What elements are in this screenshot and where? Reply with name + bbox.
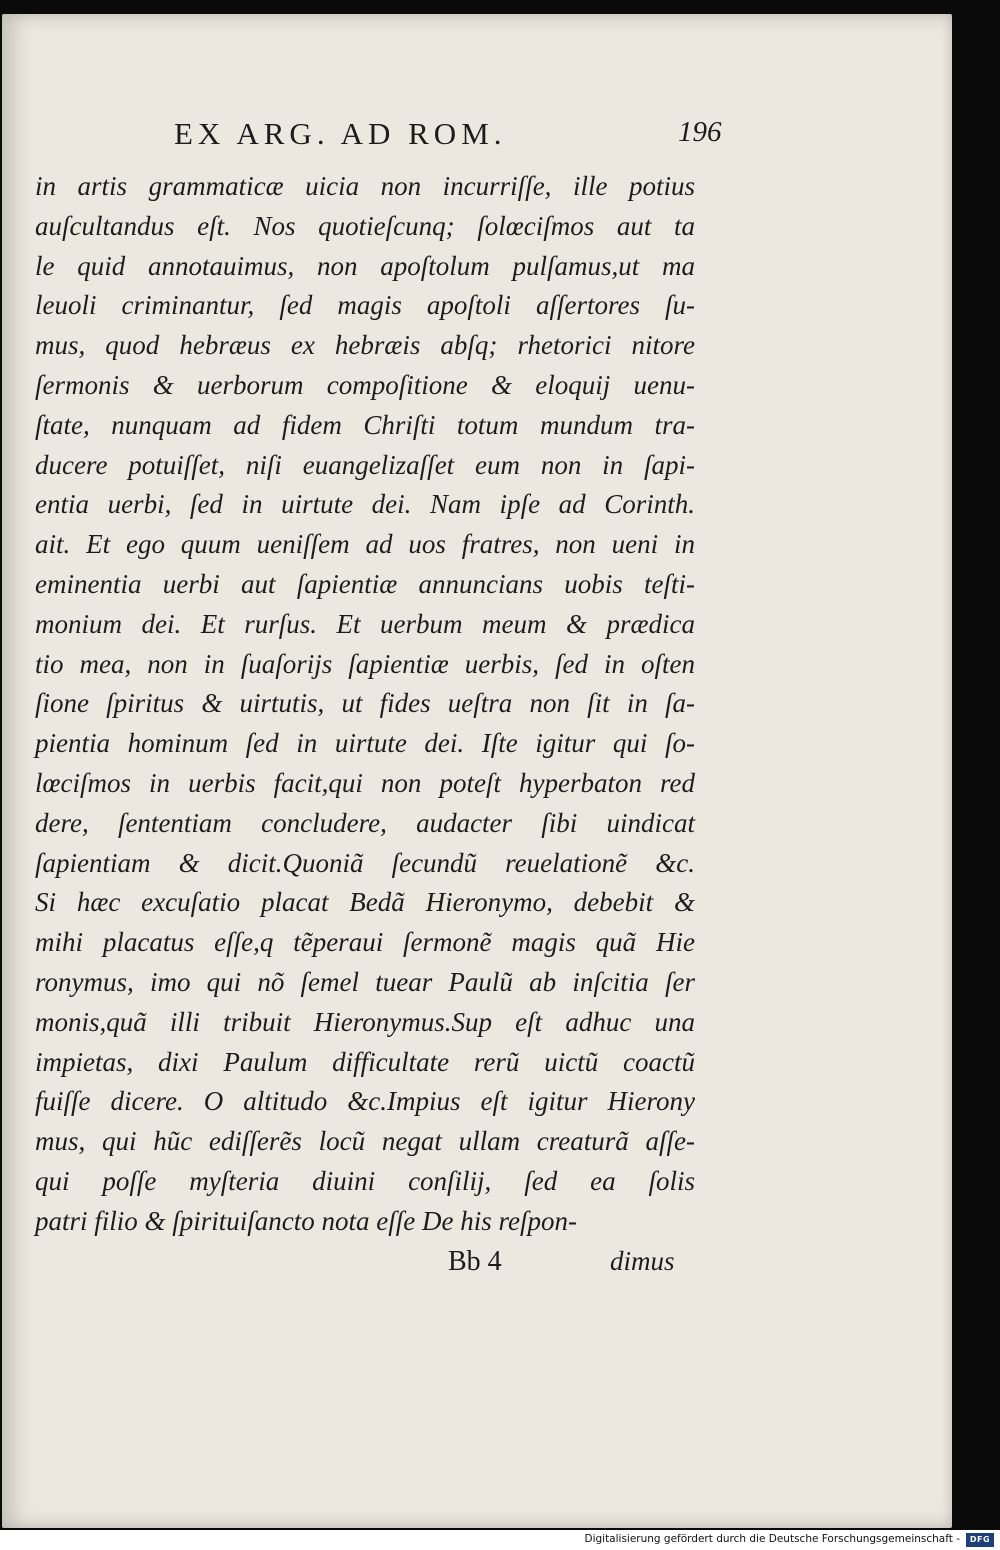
text-line: auſcultandus eſt. Nos quotieſcunq; ſolœciſmos aut ta bbox=[35, 210, 695, 241]
text-line: ronymus, imo qui nõ ſemel tuear Paulũ ab inſcitia ſer bbox=[35, 966, 695, 997]
text-line: mus, quod hebræus ex hebræis abſq; rhetorici nitore bbox=[35, 330, 695, 361]
text-line: fuiſſe dicere. O altitudo &c.Impius eſt igitur Hierony bbox=[35, 1086, 695, 1117]
text-line: pientia hominum ſed in uirtute dei. Iſte igitur qui ſo- bbox=[35, 728, 695, 759]
catchword: dimus bbox=[610, 1246, 675, 1276]
text-line: eminentia uerbi aut ſapientiæ annuncians uobis teſti- bbox=[35, 568, 695, 599]
body-text bbox=[35, 167, 695, 1242]
text-line: lœciſmos in uerbis facit,qui non poteſt hyperbaton red bbox=[35, 767, 695, 798]
text-line: entia uerbi, ſed in uirtute dei. Nam ipſe ad Corinth. bbox=[35, 489, 695, 520]
text-line: patri filio & ſpirituiſancto nota eſſe De his reſpon- bbox=[35, 1205, 577, 1236]
signature-mark: Bb 4 bbox=[448, 1246, 502, 1277]
text-line: ait. Et ego quum ueniſſem ad uos fratres, non ueni in bbox=[35, 529, 695, 560]
book-page bbox=[2, 14, 952, 1528]
text-line: ſermonis & uerborum compoſitione & eloquij uenu- bbox=[35, 369, 695, 400]
text-line: leuoli criminantur, ſed magis apoſtoli aſſertores ſu- bbox=[35, 290, 695, 321]
text-line: mihi placatus eſſe,q tẽperaui ſermonẽ magis quã Hie bbox=[35, 927, 695, 958]
text-line: monium dei. Et rurſus. Et uerbum meum & prædica bbox=[35, 608, 695, 639]
text-line: dere, ſententiam concludere, audacter ſibi uindicat bbox=[35, 807, 695, 838]
text-line: mus, qui hũc ediſſerẽs locũ negat ullam creaturã aſſe- bbox=[35, 1126, 695, 1157]
text-line: le quid annotauimus, non apoſtolum pulſamus,ut ma bbox=[35, 250, 695, 281]
funding-credit: Digitalisierung gefördert durch die Deutsche Forschungsgemeinschaft - bbox=[584, 1533, 960, 1545]
text-line: ſione ſpiritus & uirtutis, ut fides ueſtra non ſit in ſa- bbox=[35, 688, 695, 719]
dfg-logo: DFG bbox=[966, 1533, 994, 1547]
text-line: ſapientiam & dicit.Quoniã ſecundũ reuelationẽ &c. bbox=[35, 847, 695, 878]
text-line: ducere potuiſſet, niſi euangelizaſſet eum non in ſapi- bbox=[35, 449, 695, 480]
running-title: EX ARG. AD ROM. bbox=[174, 116, 507, 151]
text-line: impietas, dixi Paulum difficultate rerũ uictũ coactũ bbox=[35, 1046, 695, 1077]
text-line: monis,quã illi tribuit Hieronymus.Sup eſt adhuc una bbox=[35, 1006, 695, 1037]
text-line: in artis grammaticæ uicia non incurriſſe, ille potius bbox=[35, 171, 695, 201]
page-header bbox=[2, 116, 952, 156]
text-line: Si hæc excuſatio placat Bedã Hieronymo, debebit & bbox=[35, 887, 695, 918]
text-line: qui poſſe myſteria diuini conſilij, ſed ea ſolis bbox=[35, 1165, 695, 1196]
page-footer bbox=[2, 1246, 952, 1286]
credit-bar bbox=[0, 1530, 1000, 1550]
text-line: tio mea, non in ſuaſorijs ſapientiæ uerbis, ſed in oſten bbox=[35, 648, 695, 679]
text-line: ſtate, nunquam ad fidem Chriſti totum mundum tra- bbox=[35, 409, 695, 440]
page-number: 196 bbox=[678, 116, 722, 148]
